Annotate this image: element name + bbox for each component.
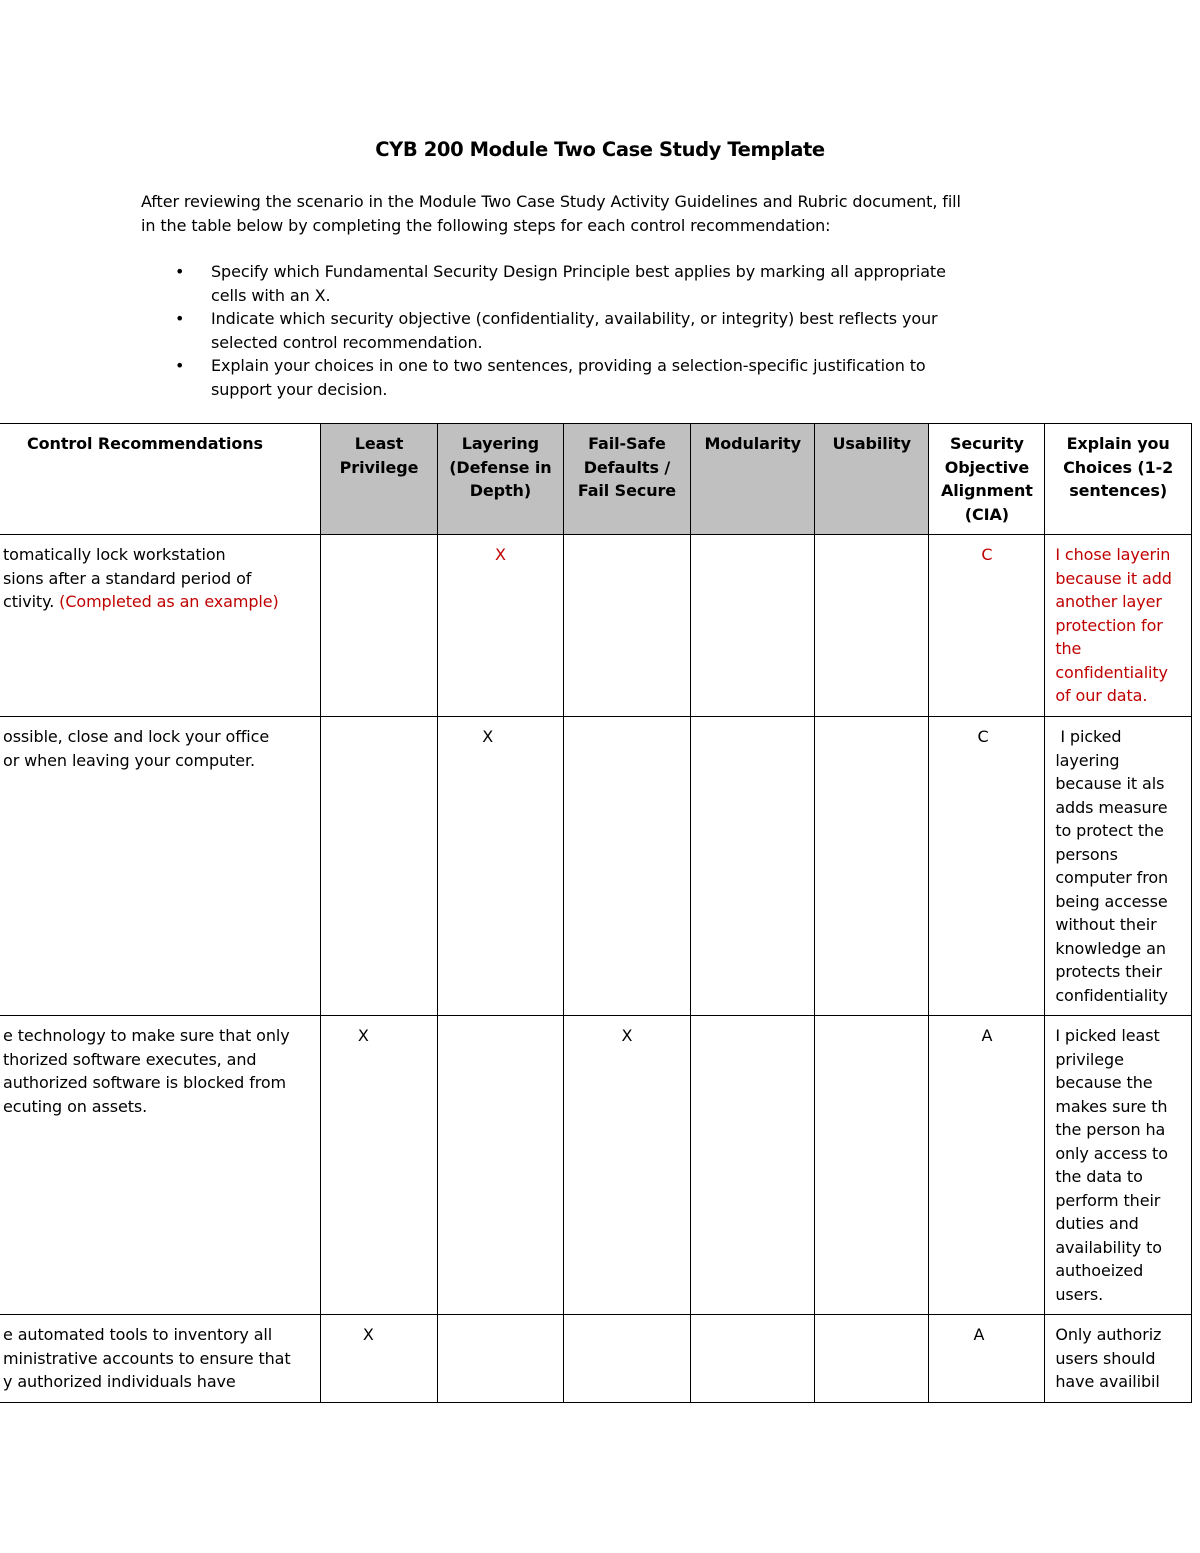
bullet-icon: • [175,356,185,375]
cell-text: another layer [1055,592,1162,611]
cell-text: users should [1055,1348,1156,1368]
step-line: selected control recommendation. [211,332,483,352]
cell-text: because it als [1055,774,1165,793]
header-label: Objective [944,457,1030,477]
modularity-cell [691,717,815,1016]
modularity-cell [691,535,815,717]
modularity-cell [691,1315,815,1403]
cell-text: adds measure [1055,797,1168,817]
cell-text: perform their [1055,1190,1161,1210]
control-recommendation-cell [0,717,320,1016]
layering-cell [438,1315,563,1403]
explanation-cell [1045,717,1192,1016]
cell-text: availability to [1055,1237,1162,1257]
usability-cell [815,535,929,717]
cell-text: protection for [1055,615,1163,635]
modularity-cell [691,1016,815,1315]
cell-text: knowledge an [1055,938,1166,958]
cell-text: e technology to make sure that only [3,1026,290,1045]
cell-text: users. [1055,1284,1104,1304]
header-label: (Defense in [449,457,552,477]
intro-line-1: After reviewing the scenario in the Module Two Case Study Activity Guidelines and Rubric document, fill [141,192,961,211]
least-privilege-cell: X [320,1016,437,1315]
cell-text: the data to [1055,1167,1143,1186]
table-row [0,1016,1192,1315]
least-privilege-cell [320,535,437,717]
step-item [141,354,1041,401]
header-fail-safe [563,424,691,535]
cia-cell: A [929,1016,1045,1315]
table-row [0,717,1192,1016]
cell-text: ossible, close and lock your office [3,727,270,746]
cell-text: layering [1055,750,1120,770]
cell-text: authorized software is blocked from [3,1073,287,1092]
cia-cell: C [929,535,1045,717]
cell-text: the person ha [1055,1120,1166,1139]
header-label: Fail Secure [577,481,677,500]
cell-text: of our data. [1055,686,1148,705]
header-layering [438,424,563,535]
header-label: Layering [461,434,539,453]
cell-text: persons [1055,844,1118,864]
header-usability [815,424,929,535]
cell-text: ctivity. [3,592,60,611]
control-recommendation-cell [0,535,320,717]
control-recommendations-table [0,423,1192,1403]
cell-text: authoeized [1055,1261,1144,1280]
cell-text: makes sure th [1055,1096,1168,1116]
header-label: Control Recommendations [27,434,263,453]
cell-text: I picked least [1055,1026,1160,1045]
control-recommendation-cell [0,1315,320,1403]
fail-safe-cell [563,1315,691,1403]
header-modularity [691,424,815,535]
cell-text: e automated tools to inventory all [3,1325,273,1344]
cell-text: sions after a standard period of [3,568,252,588]
cell-text: I picked [1055,727,1122,746]
layering-cell: X [438,535,563,717]
fail-safe-cell [563,717,691,1016]
bullet-icon: • [175,262,185,281]
cell-text: only access to [1055,1143,1168,1163]
fail-safe-cell: X [563,1016,691,1315]
cell-text: to protect the [1055,821,1164,840]
header-label: sentences) [1069,481,1168,500]
bullet-icon: • [175,309,185,328]
cell-text: Only authoriz [1055,1325,1162,1344]
explanation-cell [1045,535,1192,717]
cell-text: the [1055,639,1082,658]
header-label: Alignment [940,481,1033,500]
example-note: (Completed as an example) [59,592,279,611]
cell-text: y authorized individuals have [3,1372,236,1391]
header-label: Usability [832,434,911,453]
cell-text: privilege [1055,1049,1124,1069]
cell-text: I chose layerin [1055,545,1171,564]
least-privilege-cell: X [320,1315,437,1403]
layering-cell: X [438,717,563,1016]
step-item [141,260,1041,307]
cia-cell: C [929,717,1045,1016]
fail-safe-cell [563,535,691,717]
header-least-privilege [320,424,437,535]
least-privilege-cell [320,717,437,1016]
cell-text: without their [1055,915,1157,934]
header-label: Defaults / [583,457,671,477]
table-row [0,535,1192,717]
cell-text [3,590,310,614]
header-label: Least [354,434,404,453]
header-row [0,424,1192,535]
table-row [0,1315,1192,1403]
header-control-recommendations [0,424,320,535]
usability-cell [815,717,929,1016]
cell-text: being accesse [1055,891,1168,911]
header-label: (CIA) [964,504,1009,524]
step-line: cells with an X. [211,285,331,305]
control-recommendation-cell [0,1016,320,1315]
cell-text: confidentiality [1055,985,1168,1005]
header-label: Explain you [1066,434,1170,453]
cell-text: ecuting on assets. [3,1096,148,1116]
cell-text: or when leaving your computer. [3,750,255,770]
explanation-cell [1045,1016,1192,1315]
cell-text: tomatically lock workstation [3,545,226,564]
explanation-cell [1045,1315,1192,1403]
cell-text: protects their [1055,962,1162,981]
step-line: support your decision. [211,379,388,399]
intro-paragraph [141,190,1071,237]
header-label: Privilege [339,457,419,477]
intro-line-2: in the table below by completing the following steps for each control recommendation: [141,215,831,235]
cell-text: thorized software executes, and [3,1049,257,1069]
step-line: Indicate which security objective (confidentiality, availability, or integrity) best reflects your [211,309,938,328]
usability-cell [815,1016,929,1315]
cell-text: because it add [1055,568,1172,588]
step-item [141,307,1041,354]
document-title: CYB 200 Module Two Case Study Template [375,138,825,161]
header-label: Choices (1-2 [1063,457,1174,477]
step-line: Explain your choices in one to two sentences, providing a selection-specific justification to [211,356,926,375]
header-security-objective [929,424,1045,535]
cell-text: because the [1055,1073,1153,1092]
cia-cell: A [929,1315,1045,1403]
header-label: Depth) [469,481,532,500]
cell-text: have availibil [1055,1372,1160,1391]
cell-text: computer fron [1055,868,1169,887]
cell-text: ministrative accounts to ensure that [3,1348,291,1368]
step-line: Specify which Fundamental Security Design Principle best applies by marking all appropriate [211,262,946,281]
header-label: Modularity [704,434,801,453]
header-explain [1045,424,1192,535]
usability-cell [815,1315,929,1403]
cell-text: duties and [1055,1214,1139,1233]
instruction-steps [141,260,1041,401]
header-label: Fail-Safe [588,434,666,453]
layering-cell [438,1016,563,1315]
header-label: Security [949,434,1024,453]
cell-text: confidentiality [1055,662,1168,682]
